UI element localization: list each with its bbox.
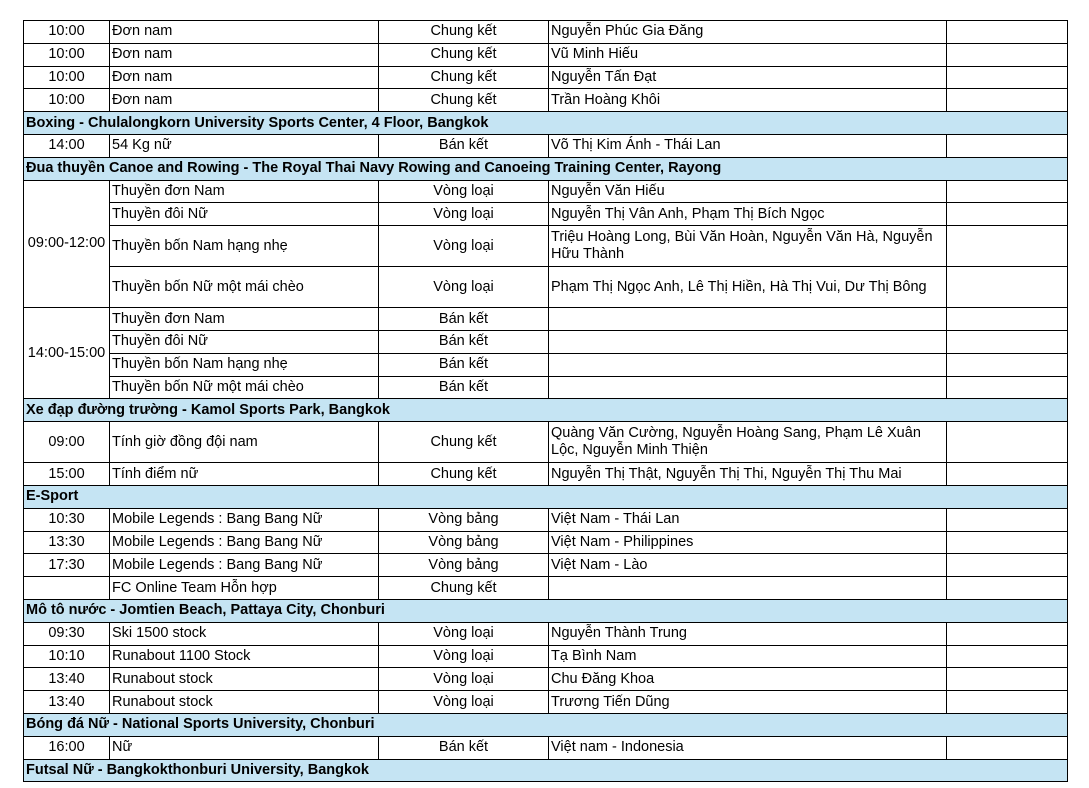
athletes-cell[interactable]: Việt nam - Indonesia bbox=[549, 736, 947, 759]
round-cell[interactable]: Chung kết bbox=[379, 577, 549, 600]
empty-cell[interactable] bbox=[947, 531, 1068, 554]
section-title[interactable]: Boxing - Chulalongkorn University Sports Center, 4 Floor, Bangkok bbox=[24, 112, 1068, 135]
round-cell[interactable]: Bán kết bbox=[379, 376, 549, 399]
empty-cell[interactable] bbox=[947, 134, 1068, 157]
empty-cell[interactable] bbox=[947, 267, 1068, 308]
table-row bbox=[24, 622, 1068, 645]
time-cell[interactable]: 10:00 bbox=[24, 21, 110, 44]
round-cell[interactable]: Chung kết bbox=[379, 66, 549, 89]
event-cell[interactable]: Tính điểm nữ bbox=[110, 463, 379, 486]
section-title[interactable]: Mô tô nước - Jomtien Beach, Pattaya City, Chonburi bbox=[24, 599, 1068, 622]
event-cell[interactable]: Đơn nam bbox=[110, 21, 379, 44]
event-cell[interactable]: Thuyền đơn Nam bbox=[110, 308, 379, 331]
time-cell[interactable]: 10:00 bbox=[24, 89, 110, 112]
round-cell[interactable]: Vòng bảng bbox=[379, 554, 549, 577]
empty-cell[interactable] bbox=[947, 554, 1068, 577]
event-cell[interactable]: Mobile Legends : Bang Bang Nữ bbox=[110, 531, 379, 554]
empty-cell[interactable] bbox=[947, 203, 1068, 226]
athletes-cell[interactable]: Nguyễn Thị Thật, Nguyễn Thị Thi, Nguyễn Thị Thu Mai bbox=[549, 463, 947, 486]
round-cell[interactable]: Vòng loại bbox=[379, 691, 549, 714]
empty-cell[interactable] bbox=[947, 508, 1068, 531]
athletes-cell[interactable]: Võ Thị Kim Ánh - Thái Lan bbox=[549, 134, 947, 157]
table-row bbox=[24, 134, 1068, 157]
time-cell[interactable]: 15:00 bbox=[24, 463, 110, 486]
table-row bbox=[24, 66, 1068, 89]
section-header-jetski bbox=[24, 599, 1068, 622]
time-cell[interactable]: 09:00-12:00 bbox=[24, 180, 110, 308]
athletes-cell[interactable] bbox=[549, 376, 947, 399]
table-row bbox=[24, 691, 1068, 714]
section-title[interactable]: Xe đạp đường trường - Kamol Sports Park, Bangkok bbox=[24, 399, 1068, 422]
table-row bbox=[24, 376, 1068, 399]
event-cell[interactable]: Thuyền đôi Nữ bbox=[110, 203, 379, 226]
table-row bbox=[24, 508, 1068, 531]
table-row bbox=[24, 463, 1068, 486]
time-cell[interactable]: 13:40 bbox=[24, 668, 110, 691]
section-header-womens-futsal bbox=[24, 759, 1068, 782]
round-cell[interactable]: Vòng loại bbox=[379, 668, 549, 691]
event-cell[interactable]: Ski 1500 stock bbox=[110, 622, 379, 645]
time-cell[interactable]: 10:00 bbox=[24, 43, 110, 66]
section-header-womens-football bbox=[24, 713, 1068, 736]
event-cell[interactable]: Runabout stock bbox=[110, 691, 379, 714]
section-header-rowing bbox=[24, 157, 1068, 180]
athletes-cell[interactable]: Trương Tiến Dũng bbox=[549, 691, 947, 714]
event-cell[interactable]: Runabout stock bbox=[110, 668, 379, 691]
event-cell[interactable]: Thuyền bốn Nam hạng nhẹ bbox=[110, 226, 379, 267]
empty-cell[interactable] bbox=[947, 376, 1068, 399]
time-cell[interactable]: 17:30 bbox=[24, 554, 110, 577]
event-cell[interactable]: FC Online Team Hỗn hợp bbox=[110, 577, 379, 600]
round-cell[interactable]: Vòng loại bbox=[379, 226, 549, 267]
event-cell[interactable]: 54 Kg nữ bbox=[110, 134, 379, 157]
athletes-cell[interactable] bbox=[549, 353, 947, 376]
time-cell[interactable] bbox=[24, 577, 110, 600]
time-cell[interactable]: 10:30 bbox=[24, 508, 110, 531]
empty-cell[interactable] bbox=[947, 691, 1068, 714]
round-cell[interactable]: Chung kết bbox=[379, 89, 549, 112]
section-title[interactable]: Bóng đá Nữ - National Sports University, Chonburi bbox=[24, 713, 1068, 736]
event-cell[interactable]: Thuyền bốn Nữ một mái chèo bbox=[110, 376, 379, 399]
table-row bbox=[24, 203, 1068, 226]
round-cell[interactable]: Bán kết bbox=[379, 308, 549, 331]
athletes-cell[interactable]: Nguyễn Thành Trung bbox=[549, 622, 947, 645]
round-cell[interactable]: Chung kết bbox=[379, 21, 549, 44]
empty-cell[interactable] bbox=[947, 21, 1068, 44]
empty-cell[interactable] bbox=[947, 422, 1068, 463]
athletes-cell[interactable]: Quàng Văn Cường, Nguyễn Hoàng Sang, Phạm Lê Xuân Lộc, Nguyễn Minh Thiện bbox=[549, 422, 947, 463]
event-cell[interactable]: Thuyền bốn Nam hạng nhẹ bbox=[110, 353, 379, 376]
empty-cell[interactable] bbox=[947, 463, 1068, 486]
athletes-cell[interactable]: Vũ Minh Hiếu bbox=[549, 43, 947, 66]
schedule-table bbox=[23, 20, 1068, 782]
round-cell[interactable]: Vòng bảng bbox=[379, 508, 549, 531]
round-cell[interactable]: Vòng loại bbox=[379, 203, 549, 226]
event-cell[interactable]: Runabout 1100 Stock bbox=[110, 645, 379, 668]
round-cell[interactable]: Bán kết bbox=[379, 353, 549, 376]
table-row bbox=[24, 330, 1068, 353]
table-row bbox=[24, 89, 1068, 112]
event-cell[interactable]: Nữ bbox=[110, 736, 379, 759]
athletes-cell[interactable]: Tạ Bình Nam bbox=[549, 645, 947, 668]
athletes-cell[interactable] bbox=[549, 308, 947, 331]
table-row bbox=[24, 577, 1068, 600]
table-row bbox=[24, 226, 1068, 267]
round-cell[interactable]: Vòng loại bbox=[379, 622, 549, 645]
event-cell[interactable]: Tính giờ đồng đội nam bbox=[110, 422, 379, 463]
event-cell[interactable]: Đơn nam bbox=[110, 43, 379, 66]
table-row bbox=[24, 21, 1068, 44]
athletes-cell[interactable] bbox=[549, 577, 947, 600]
athletes-cell[interactable] bbox=[549, 330, 947, 353]
empty-cell[interactable] bbox=[947, 736, 1068, 759]
event-cell[interactable]: Thuyền đôi Nữ bbox=[110, 330, 379, 353]
athletes-cell[interactable]: Trần Hoàng Khôi bbox=[549, 89, 947, 112]
athletes-cell[interactable]: Việt Nam - Thái Lan bbox=[549, 508, 947, 531]
time-cell[interactable]: 16:00 bbox=[24, 736, 110, 759]
table-row bbox=[24, 554, 1068, 577]
empty-cell[interactable] bbox=[947, 180, 1068, 203]
event-cell[interactable]: Đơn nam bbox=[110, 66, 379, 89]
round-cell[interactable]: Vòng loại bbox=[379, 645, 549, 668]
empty-cell[interactable] bbox=[947, 330, 1068, 353]
table-row bbox=[24, 668, 1068, 691]
empty-cell[interactable] bbox=[947, 622, 1068, 645]
athletes-cell[interactable]: Việt Nam - Lào bbox=[549, 554, 947, 577]
time-cell[interactable]: 14:00 bbox=[24, 134, 110, 157]
time-cell[interactable]: 14:00-15:00 bbox=[24, 308, 110, 399]
round-cell[interactable]: Vòng loại bbox=[379, 180, 549, 203]
athletes-cell[interactable]: Việt Nam - Philippines bbox=[549, 531, 947, 554]
round-cell[interactable]: Bán kết bbox=[379, 736, 549, 759]
table-row bbox=[24, 180, 1068, 203]
time-cell[interactable]: 09:00 bbox=[24, 422, 110, 463]
table-row bbox=[24, 43, 1068, 66]
empty-cell[interactable] bbox=[947, 577, 1068, 600]
athletes-cell[interactable]: Nguyễn Phúc Gia Đăng bbox=[549, 21, 947, 44]
athletes-cell[interactable]: Triệu Hoàng Long, Bùi Văn Hoàn, Nguyễn Văn Hà, Nguyễn Hữu Thành bbox=[549, 226, 947, 267]
empty-cell[interactable] bbox=[947, 226, 1068, 267]
empty-cell[interactable] bbox=[947, 66, 1068, 89]
time-cell[interactable]: 10:10 bbox=[24, 645, 110, 668]
empty-cell[interactable] bbox=[947, 668, 1068, 691]
time-cell[interactable]: 10:00 bbox=[24, 66, 110, 89]
event-cell[interactable]: Thuyền đơn Nam bbox=[110, 180, 379, 203]
round-cell[interactable]: Bán kết bbox=[379, 134, 549, 157]
event-cell[interactable]: Thuyền bốn Nữ một mái chèo bbox=[110, 267, 379, 308]
time-cell[interactable]: 09:30 bbox=[24, 622, 110, 645]
athletes-cell[interactable]: Chu Đăng Khoa bbox=[549, 668, 947, 691]
time-cell[interactable]: 13:40 bbox=[24, 691, 110, 714]
section-header-esport bbox=[24, 485, 1068, 508]
round-cell[interactable]: Bán kết bbox=[379, 330, 549, 353]
empty-cell[interactable] bbox=[947, 43, 1068, 66]
table-row bbox=[24, 645, 1068, 668]
athletes-cell[interactable]: Phạm Thị Ngọc Anh, Lê Thị Hiền, Hà Thị Vui, Dư Thị Bông bbox=[549, 267, 947, 308]
round-cell[interactable]: Chung kết bbox=[379, 422, 549, 463]
athletes-cell[interactable]: Nguyễn Thị Vân Anh, Phạm Thị Bích Ngọc bbox=[549, 203, 947, 226]
table-row bbox=[24, 267, 1068, 308]
section-title[interactable]: Đua thuyền Canoe and Rowing - The Royal Thai Navy Rowing and Canoeing Training Center, Rayong bbox=[24, 157, 1068, 180]
table-row bbox=[24, 308, 1068, 331]
empty-cell[interactable] bbox=[947, 353, 1068, 376]
section-title[interactable]: Futsal Nữ - Bangkokthonburi University, Bangkok bbox=[24, 759, 1068, 782]
event-cell[interactable]: Đơn nam bbox=[110, 89, 379, 112]
section-title[interactable]: E-Sport bbox=[24, 485, 1068, 508]
round-cell[interactable]: Vòng loại bbox=[379, 267, 549, 308]
empty-cell[interactable] bbox=[947, 308, 1068, 331]
round-cell[interactable]: Chung kết bbox=[379, 43, 549, 66]
event-cell[interactable]: Mobile Legends : Bang Bang Nữ bbox=[110, 554, 379, 577]
athletes-cell[interactable]: Nguyễn Tấn Đạt bbox=[549, 66, 947, 89]
round-cell[interactable]: Vòng bảng bbox=[379, 531, 549, 554]
section-header-cycling bbox=[24, 399, 1068, 422]
table-row bbox=[24, 353, 1068, 376]
table-row bbox=[24, 531, 1068, 554]
event-cell[interactable]: Mobile Legends : Bang Bang Nữ bbox=[110, 508, 379, 531]
section-header-boxing bbox=[24, 112, 1068, 135]
athletes-cell[interactable]: Nguyễn Văn Hiếu bbox=[549, 180, 947, 203]
table-row bbox=[24, 422, 1068, 463]
time-cell[interactable]: 13:30 bbox=[24, 531, 110, 554]
empty-cell[interactable] bbox=[947, 645, 1068, 668]
round-cell[interactable]: Chung kết bbox=[379, 463, 549, 486]
table-row bbox=[24, 736, 1068, 759]
empty-cell[interactable] bbox=[947, 89, 1068, 112]
